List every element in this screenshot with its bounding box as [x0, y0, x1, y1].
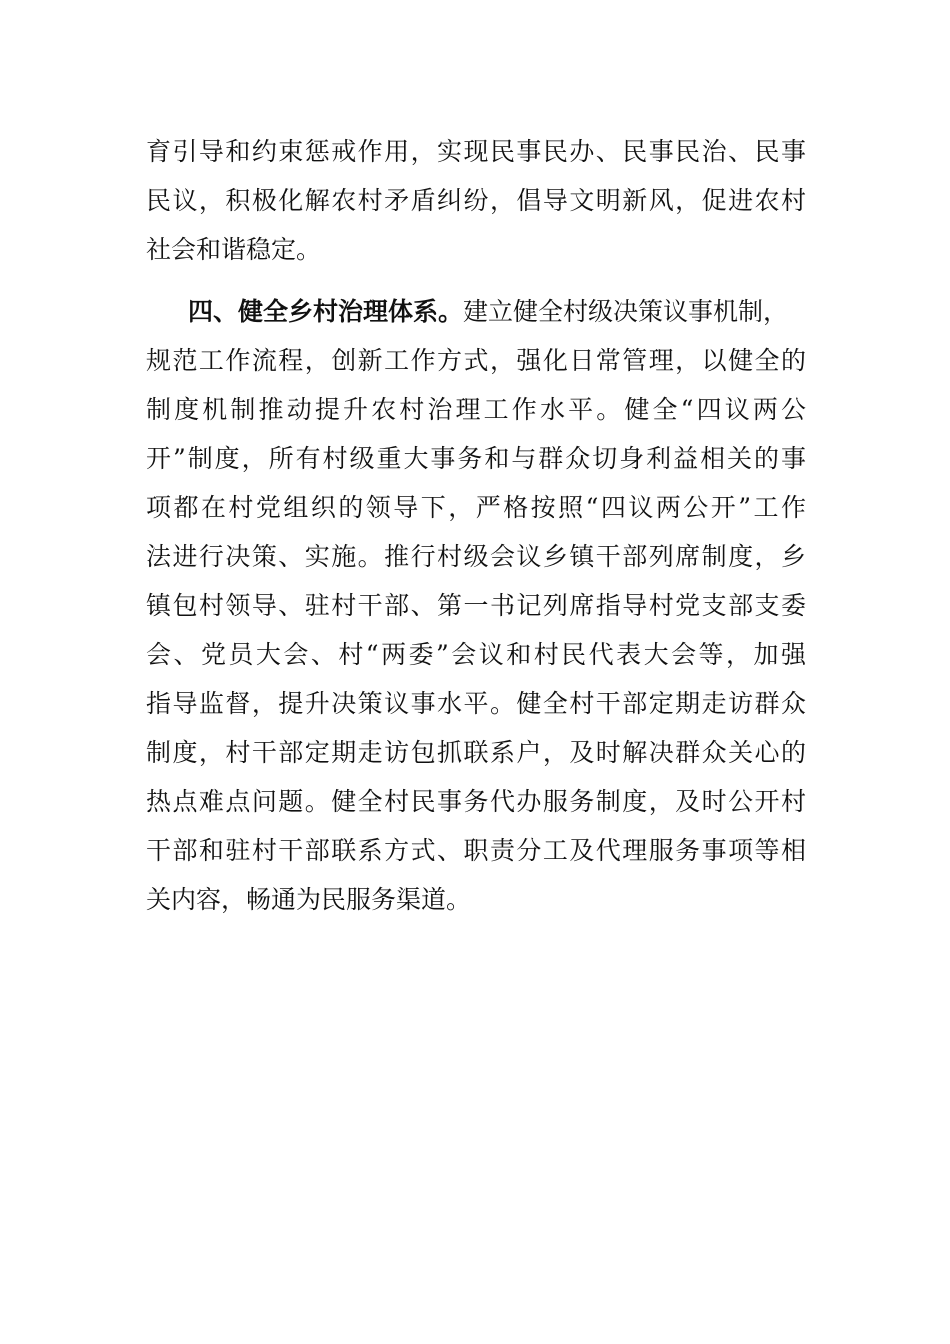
- paragraph-line: 干部和驻村干部联系方式、职责分工及代理服务事项等相: [146, 836, 806, 865]
- paragraph-line: 社会和谐稳定。: [146, 235, 322, 264]
- paragraph-line: 育引导和约束惩戒作用，实现民事民办、民事民治、民事: [146, 137, 806, 166]
- paragraph-line: 制度，村干部定期走访包抓联系户，及时解决群众关心的: [146, 738, 806, 767]
- paragraph-line: 热点难点问题。健全村民事务代办服务制度，及时公开村: [146, 787, 806, 816]
- paragraph-line: 项都在村党组织的领导下，严格按照“四议两公开”工作: [146, 493, 806, 522]
- paragraph-line: 法进行决策、实施。推行村级会议乡镇干部列席制度，乡: [146, 542, 806, 571]
- paragraph-line: 关内容，畅通为民服务渠道。: [146, 885, 472, 914]
- section-heading: 四、健全乡村治理体系。: [188, 297, 464, 326]
- paragraph-line: 会、党员大会、村“两委”会议和村民代表大会等，加强: [146, 640, 806, 669]
- paragraph-line: 镇包村领导、驻村干部、第一书记列席指导村党支部支委: [146, 591, 806, 620]
- paragraph-line: 开”制度，所有村级重大事务和与群众切身利益相关的事: [146, 444, 806, 473]
- paragraph-line: 指导监督，提升决策议事水平。健全村干部定期走访群众: [146, 689, 806, 718]
- paragraph-line: 制度机制推动提升农村治理工作水平。健全“四议两公: [146, 395, 806, 424]
- paragraph-first-line: [146, 295, 806, 329]
- paragraph-line: 民议，积极化解农村矛盾纠纷，倡导文明新风，促进农村: [146, 186, 806, 215]
- paragraph-line: 规范工作流程，创新工作方式，强化日常管理，以健全的: [146, 346, 806, 375]
- paragraph-text: 建立健全村级决策议事机制，: [463, 297, 789, 326]
